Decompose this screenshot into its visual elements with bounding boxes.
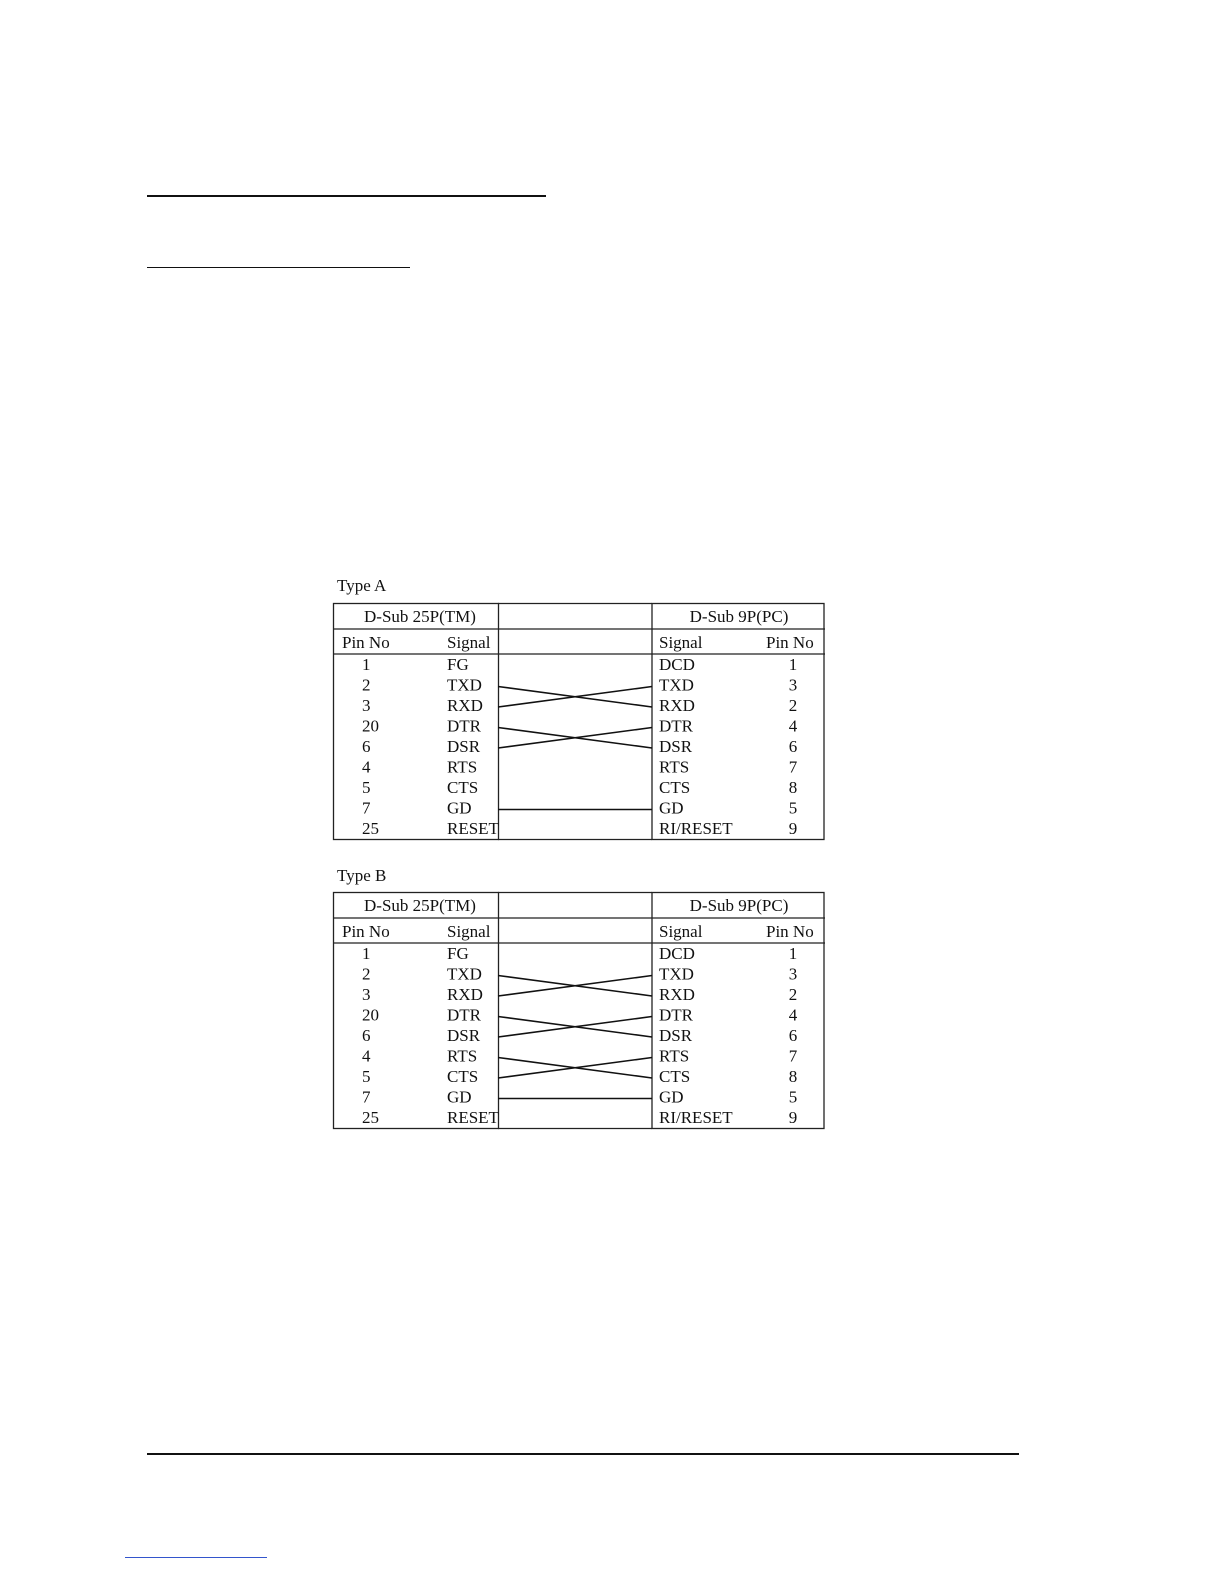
right-pin-number: 3 (788, 964, 798, 984)
right-signal-name: GD (659, 1087, 684, 1107)
left-connector-header: D-Sub 25P(TM) (364, 896, 476, 915)
left-signal-column-header: Signal (447, 922, 491, 941)
left-signal-name: DTR (447, 1005, 481, 1025)
left-pin-number: 2 (362, 964, 371, 984)
left-pin-number: 4 (362, 1046, 371, 1066)
left-signal-name: GD (447, 798, 472, 818)
left-signal-name: FG (447, 944, 469, 963)
left-signal-name: CTS (447, 778, 479, 797)
right-pin-column-header: Pin No (766, 633, 814, 652)
right-connector-header: D-Sub 9P(PC) (689, 896, 789, 915)
right-signal-name: DCD (659, 944, 695, 963)
left-signal-column-header: Signal (447, 633, 491, 652)
left-pin-number: 6 (362, 1026, 371, 1045)
right-pin-number: 7 (788, 757, 798, 777)
right-signal-name: TXD (659, 675, 694, 695)
type-b-wiring-svg (333, 892, 825, 1130)
left-pin-number: 7 (362, 1087, 371, 1107)
right-pin-number: 3 (788, 675, 798, 695)
right-pin-number: 4 (788, 716, 798, 736)
right-pin-number: 4 (788, 1005, 798, 1025)
right-signal-name: CTS (659, 1067, 691, 1086)
left-pin-number: 3 (362, 696, 371, 715)
left-signal-name: RESET (447, 1108, 499, 1127)
left-signal-name: RESET (447, 819, 499, 838)
left-signal-name: DTR (447, 716, 481, 736)
right-pin-number: 2 (788, 696, 798, 715)
right-signal-column-header: Signal (659, 922, 703, 941)
right-pin-number: 9 (788, 1108, 798, 1127)
right-pin-number: 2 (788, 985, 798, 1004)
right-signal-name: RI/RESET (659, 819, 733, 838)
left-signal-name: RXD (447, 696, 483, 715)
left-pin-column-header: Pin No (342, 633, 390, 652)
right-pin-number: 6 (788, 737, 798, 756)
left-signal-name: GD (447, 1087, 472, 1107)
left-signal-name: RXD (447, 985, 483, 1004)
left-signal-name: TXD (447, 964, 482, 984)
left-pin-number: 25 (362, 1108, 379, 1127)
right-signal-name: GD (659, 798, 684, 818)
right-signal-name: RTS (659, 757, 690, 777)
left-pin-number: 3 (362, 985, 371, 1004)
header-rule-short (147, 267, 410, 268)
right-signal-column-header: Signal (659, 633, 703, 652)
type-a-diagram (333, 603, 825, 841)
left-signal-name: RTS (447, 757, 478, 777)
right-pin-number: 5 (788, 1087, 798, 1107)
left-signal-name: CTS (447, 1067, 479, 1086)
right-pin-number: 8 (788, 778, 798, 797)
left-pin-number: 6 (362, 737, 371, 756)
left-pin-number: 20 (362, 1005, 379, 1025)
right-pin-number: 8 (788, 1067, 798, 1086)
left-connector-header: D-Sub 25P(TM) (364, 607, 476, 626)
right-pin-number: 5 (788, 798, 798, 818)
left-pin-number: 4 (362, 757, 371, 777)
left-pin-column-header: Pin No (342, 922, 390, 941)
right-signal-name: DCD (659, 655, 695, 674)
type-a-title: Type A (337, 576, 387, 595)
right-signal-name: RXD (659, 696, 695, 715)
right-pin-number: 1 (788, 655, 798, 674)
right-signal-name: DSR (659, 1026, 693, 1045)
right-signal-name: TXD (659, 964, 694, 984)
left-pin-number: 2 (362, 675, 371, 695)
left-pin-number: 1 (362, 944, 371, 963)
right-signal-name: DTR (659, 1005, 693, 1025)
left-pin-number: 5 (362, 778, 371, 797)
right-signal-name: DTR (659, 716, 693, 736)
type-b-title: Type B (337, 866, 387, 885)
right-signal-name: RI/RESET (659, 1108, 733, 1127)
right-connector-header: D-Sub 9P(PC) (689, 607, 789, 626)
footer-rule (147, 1453, 1019, 1455)
right-pin-number: 9 (788, 819, 798, 838)
right-signal-name: DSR (659, 737, 693, 756)
left-pin-number: 5 (362, 1067, 371, 1086)
left-signal-name: DSR (447, 1026, 481, 1045)
left-signal-name: FG (447, 655, 469, 674)
left-signal-name: DSR (447, 737, 481, 756)
right-pin-number: 1 (788, 944, 798, 963)
left-pin-number: 20 (362, 716, 379, 736)
left-pin-number: 1 (362, 655, 371, 674)
right-signal-name: RTS (659, 1046, 690, 1066)
right-pin-number: 6 (788, 1026, 798, 1045)
left-pin-number: 25 (362, 819, 379, 838)
footer-link-underline (125, 1557, 267, 1558)
type-b-diagram (333, 892, 825, 1130)
right-signal-name: RXD (659, 985, 695, 1004)
right-pin-column-header: Pin No (766, 922, 814, 941)
right-pin-number: 7 (788, 1046, 798, 1066)
right-signal-name: CTS (659, 778, 691, 797)
header-rule-long (147, 195, 546, 197)
left-pin-number: 7 (362, 798, 371, 818)
left-signal-name: TXD (447, 675, 482, 695)
type-a-wiring-svg (333, 603, 825, 841)
left-signal-name: RTS (447, 1046, 478, 1066)
